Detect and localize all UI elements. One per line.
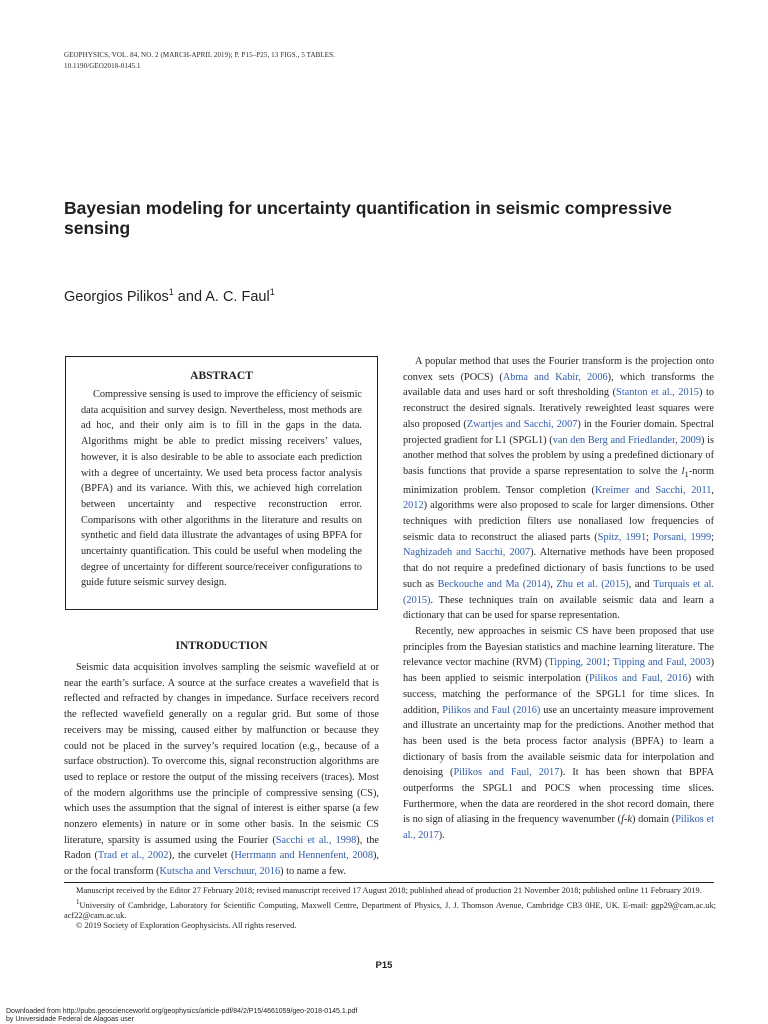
citation-link[interactable]: Sacchi et al., 1998 xyxy=(275,834,357,846)
norm-subscript: 1 xyxy=(684,468,689,479)
text-run: ), the Radon ( xyxy=(64,834,379,862)
citation-link[interactable]: Herrmann and Hennenfent, 2008 xyxy=(234,850,373,862)
citation-link[interactable]: Zwartjes and Sacchi, 2007 xyxy=(466,418,578,430)
citation-link[interactable]: Trad et al., 2002 xyxy=(97,850,169,862)
journal-header xyxy=(64,50,335,72)
author-name: Georgios Pilikos xyxy=(64,288,169,305)
download-url[interactable]: Downloaded from http://pubs.geoscienceworld.org/geophysics/article-pdf/84/2/P15/4661059/geo-2018-0145.1.pdf xyxy=(6,1008,358,1015)
affiliation-mark: 1 xyxy=(269,287,275,297)
author-line xyxy=(64,287,275,305)
text-run: ) is another method that solves the problem by using a predefined dictionary of basis functions that provide a sparse representation to solve the xyxy=(403,434,715,477)
text-run: ), or the focal transform ( xyxy=(64,850,379,878)
intro-paragraph-3 xyxy=(403,624,714,844)
introduction-heading: INTRODUCTION xyxy=(175,640,268,652)
footnotes xyxy=(64,886,716,932)
text-run: ) has been applied to seismic interpolation ( xyxy=(403,657,714,685)
text-run: ) in the Fourier domain. Spectral projected gradient for L1 (SPGL1) ( xyxy=(403,418,714,446)
citation-link[interactable]: 2012 xyxy=(403,500,424,512)
citation-link[interactable]: Tipping and Faul, 2003 xyxy=(612,657,711,669)
citation-link[interactable]: Porsani, 1999 xyxy=(653,531,712,543)
left-column xyxy=(64,660,379,880)
text-run: use an uncertainty measure improvement and illustrate an uncertainty map for the predictions. Another method that has been used is the beta process factor analysis (BPFA) to learn a dictionary of basis from the available seismic data for interpolation and denoising ( xyxy=(403,704,714,779)
download-notice xyxy=(6,1008,357,1024)
text-run: ) domain ( xyxy=(631,814,676,826)
text-run: A popular method that uses the Fourier transform is the projection onto convex sets (POCS) ( xyxy=(403,356,714,383)
citation-link[interactable]: Pilikos et al., 2017 xyxy=(403,814,714,842)
copyright-note: © 2019 Society of Exploration Geophysicists. All rights reserved. xyxy=(76,921,297,931)
abstract-heading: ABSTRACT xyxy=(190,370,253,382)
text-run: ). Alternative methods have been proposed that do not require a predefined dictionary of basis functions to be used such as xyxy=(403,547,714,590)
text-run: . These techniques train on available seismic data and learn a dictionary that can be used for sparse representation. xyxy=(403,594,714,622)
citation-link[interactable]: Pilikos and Faul, 2017 xyxy=(453,767,560,779)
text-run: , xyxy=(550,578,557,590)
text-run: Seismic data acquisition involves sampling the seismic wavefield at or near the earth’s surface. A source at the surface creates a wavefield that is reflected and refracted by changes in impedance. Surface receivers record the reflected wavefield generally on a regular grid. But some of those receivers may be missing, caused either by malfunction or because they could not be placed in the survey’s required location (e.g., because of a surface obstruction). To overcome this, signal reconstruction algorithms are used to replace or restore the output of the missing receivers (traces). Most of the modern algorithms use the principle of compressive sensing (CS), which uses the assumption that the signal of interest is either sparse (a few nonzero elements) in nature or in some other basis. In the seismic CS literature, sparsity is assumed using the Fourier ( xyxy=(64,662,379,846)
citation-link[interactable]: Turquais et al. (2015) xyxy=(403,578,714,606)
doi: 10.1190/GEO2018-0145.1 xyxy=(64,62,141,70)
journal-line: GEOPHYSICS, VOL. 84, NO. 2 (MARCH-APRIL 2019); P. P15–P25, 13 FIGS., 5 TABLES. xyxy=(64,51,336,59)
text-run: ) to name a few. xyxy=(280,866,347,878)
affiliation-text: University of Cambridge, Laboratory for Scientific Computing, Maxwell Centre, Department of Physics, J. J. Thomson Avenue, Cambridge CB3 0HE, UK. E-mail: ggp29@cam.ac.uk; acf22@cam.ac.uk. xyxy=(64,900,716,920)
norm-symbol: l xyxy=(681,465,685,477)
text-run: ) algorithms were also proposed to scale for larger dimensions. Other techniques with prediction filters use nonaliased low frequencies of seismic data to reconstruct the aliased parts ( xyxy=(403,500,714,543)
affiliation-mark: 1 xyxy=(168,287,174,297)
fk-symbol: f-k xyxy=(621,814,632,826)
text-run: ) to reconstruct the desired signals. Iteratively reweighted least squares were also proposed ( xyxy=(403,387,715,430)
intro-paragraph-1 xyxy=(64,660,379,880)
text-run: , xyxy=(711,484,714,496)
download-user: by Universidade Federal de Alagoas user xyxy=(6,1016,135,1023)
manuscript-received: Manuscript received by the Editor 27 February 2018; revised manuscript received 17 August 2018; published ahead of production 21 November 2018; published online 11 February 2019. xyxy=(76,886,702,895)
affiliation-mark: 1 xyxy=(76,897,80,906)
citation-link[interactable]: Spitz, 1991 xyxy=(597,531,647,543)
author-name: A. C. Faul xyxy=(205,288,270,305)
text-run: -norm minimization problem. Tensor completion ( xyxy=(403,465,714,496)
right-column xyxy=(403,354,714,844)
text-run: ). xyxy=(438,830,445,842)
text-run: ; xyxy=(646,531,654,543)
text-run: ; xyxy=(606,657,613,669)
citation-link[interactable]: Abma and Kabir, 2006 xyxy=(502,371,608,383)
citation-link[interactable]: Kutscha and Verschuur, 2016 xyxy=(159,866,281,878)
text-run: ), which transforms the available data and uses hard or soft thresholding ( xyxy=(403,371,714,399)
text-run: Recently, new approaches in seismic CS have been proposed that use principles from the Bayesian statistics and machine learning literature. The relevance vector machine (RVM) ( xyxy=(403,626,714,669)
author-joiner: and xyxy=(173,288,206,305)
citation-link[interactable]: Pilikos and Faul, 2016 xyxy=(588,673,688,685)
footnote-rule xyxy=(64,882,714,883)
page-number: P15 xyxy=(375,960,393,971)
paper-title: Bayesian modeling for uncertainty quantification in seismic compressive sensing xyxy=(64,198,672,238)
text-run: ). It has been shown that BPFA outperforms the SPGL1 and POCS when processing time slices. Furthermore, when the data are reordered in the shot record domain, there is no sign of aliasing in the frequency wavenumber ( xyxy=(403,767,714,826)
citation-link[interactable]: Stanton et al., 2015 xyxy=(616,387,699,399)
affiliation-note xyxy=(64,897,716,922)
citation-link[interactable]: Beckouche and Ma (2014) xyxy=(437,578,551,590)
abstract-text: Compressive sensing is used to improve the efficiency of seismic data acquisition and survey design. Nevertheless, most methods are ad hoc, and their only aim is to fill in the gaps in the data. Algorithms might be able to predict missing receivers’ values, however, it is also desirable to be able to associate each prediction with a degree of uncertainty. We used beta process factor analysis (BPFA) and its variance. With this, we achieved high correlation between uncertainty and respective reconstruction error. Comparisons with other algorithms in the literature and results on synthetic and field data illustrate the advantages of using BPFA for uncertainty quantification. This could be useful when modeling the degree of uncertainty for different source/receiver configurations to guide future seismic survey design. xyxy=(81,389,362,589)
citation-link[interactable]: van den Berg and Friedlander, 2009 xyxy=(552,434,701,446)
intro-paragraph-2 xyxy=(403,354,714,624)
text-run: ) with success, matching the performance of the SPGL1 for time slices. In addition, xyxy=(403,673,715,716)
citation-link[interactable]: Tipping, 2001 xyxy=(548,657,607,669)
citation-link[interactable]: Kreimer and Sacchi, 2011 xyxy=(594,484,712,496)
text-run: ; xyxy=(711,531,714,543)
text-run: , and xyxy=(628,578,654,590)
text-run: ), the curvelet ( xyxy=(168,850,235,862)
citation-link[interactable]: Naghizadeh and Sacchi, 2007 xyxy=(403,547,531,559)
citation-link[interactable]: Zhu et al. (2015) xyxy=(556,578,629,590)
citation-link[interactable]: Pilikos and Faul (2016) xyxy=(442,704,541,716)
